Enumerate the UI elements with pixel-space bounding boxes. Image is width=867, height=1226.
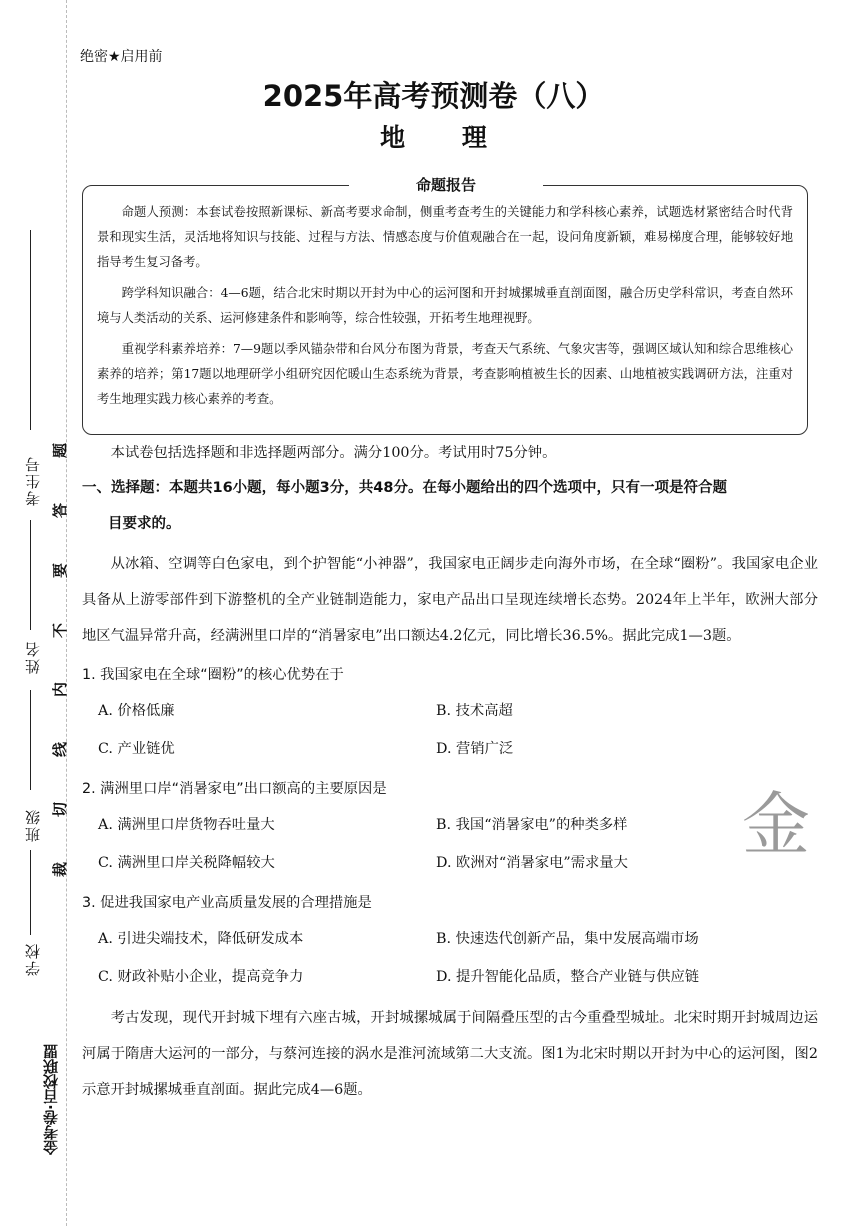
- option-d: D. 营销广泛: [436, 741, 514, 757]
- section-title-text: 一、选择题：本题共16小题，每小题3分，共48分。在每小题给出的四个选项中，只有一项是符合题: [82, 480, 727, 496]
- option-a: A. 引进尖端技术，降低研发成本: [98, 931, 304, 947]
- passage-1: 从冰箱、空调等白色家电，到个护智能“小神器”，我国家电正阔步走向海外市场，在全球“圈粉”。我国家电企业具备从上游零部件到下游整机的全产业链制造能力，家电产品出口呈现连续增长态势。2024年上半年，欧洲大部分地区气温异常升高，经满洲里口岸的“消暑家电”出口额达4.2亿元，同比增长36.5%。据此完成1—3题。: [82, 556, 818, 644]
- seal-char: 内: [51, 682, 70, 698]
- passage-2: 考古发现，现代开封城下埋有六座古城，开封城摞城属于间隔叠压型的古今重叠型城址。北宋时期开封城周边运河属于隋唐大运河的一部分，与蔡河连接的涡水是淮河流域第二大支流。图1为北宋时期以开封为中心的运河图，图2示意开封城摞城垂直剖面。据此完成4—6题。: [82, 1010, 818, 1098]
- section-title: [82, 470, 818, 542]
- class-line: [30, 690, 31, 790]
- seal-char: 题: [51, 442, 70, 459]
- question-stem: 1. 我国家电在全球“圈粉”的核心优势在于: [82, 667, 344, 683]
- question-2: [82, 772, 818, 882]
- seal-char: 裁: [51, 861, 70, 877]
- subject-title: 地 理: [380, 123, 511, 152]
- option-a: A. 价格低廉: [98, 703, 175, 719]
- option-d: D. 欧洲对“消暑家电”需求量大: [436, 855, 628, 871]
- question-1: [82, 658, 818, 768]
- exam-intro: 本试卷包括选择题和非选择题两部分。满分100分。考试用时75分钟。: [110, 445, 557, 461]
- exam-no-label: 考生号: [24, 455, 42, 506]
- question-stem: 3. 促进我国家电产业高质量发展的合理措施是: [82, 895, 372, 911]
- school-line: [30, 850, 31, 935]
- watermark-logo: 金: [742, 786, 811, 865]
- report-heading: 命题报告: [341, 174, 551, 195]
- option-b: B. 快速迭代创新产品，集中发展高端市场: [436, 931, 699, 947]
- seal-char: 要: [51, 562, 70, 578]
- report-box: [82, 176, 808, 435]
- question-options: [82, 806, 818, 882]
- question-stem: 2. 满洲里口岸“消暑家电”出口额高的主要原因是: [82, 781, 387, 797]
- question-3: [82, 886, 818, 996]
- class-label: 班级: [24, 808, 42, 842]
- page-title: 2025年高考预测卷（八）: [262, 79, 605, 113]
- seal-char: 不: [51, 622, 70, 638]
- binding-margin: [0, 0, 70, 1226]
- option-b: B. 技术高超: [436, 703, 513, 719]
- name-line: [30, 520, 31, 630]
- exam-content: [82, 440, 818, 1108]
- question-options: [82, 692, 818, 768]
- option-c: C. 财政补贴小企业，提高竞争力: [98, 969, 304, 985]
- report-paragraph: 重视学科素养培养：7—9题以季风锚杂带和台风分布图为背景，考查天气系统、气象灾害等，强调区域认知和综合思维核心素养的培养；第17题以地理研学小组研究因佗暖山生态系统为背景，考查影响植被生长的因素、山地植被实践调研方法，注重对考生地理实践力核心素养的考查。: [97, 342, 793, 406]
- option-a: A. 满洲里口岸货物吞吐量大: [98, 817, 275, 833]
- seal-warning: [51, 440, 70, 880]
- name-label: 姓名: [24, 640, 42, 674]
- option-c: C. 产业链优: [98, 741, 175, 757]
- option-c: C. 满洲里口岸关税降幅较大: [98, 855, 275, 871]
- section-title-cont: 目要求的。: [108, 516, 181, 532]
- report-paragraph: 跨学科知识融合：4—6题，结合北宋时期以开封为中心的运河图和开封城摞城垂直剖面图，融合历史学科常识，考查自然环境与人类活动的关系、运河修建条件和影响等，综合性较强，开拓考生地理视野。: [97, 286, 793, 325]
- seal-char: 答: [51, 502, 70, 518]
- option-b: B. 我国“消暑家电”的种类多样: [436, 817, 628, 833]
- secret-label: 绝密★启用前: [80, 49, 163, 65]
- option-d: D. 提升智能化品质，整合产业链与供应链: [436, 969, 700, 985]
- seal-char: 切: [51, 802, 70, 818]
- exam-no-line: [30, 230, 31, 430]
- brand-label: 金考卷·百校联盟: [42, 1044, 60, 1155]
- report-paragraph: 命题人预测：本套试卷按照新课标、新高考要求命制，侧重考查考生的关键能力和学科核心素养，试题选材紧密结合时代背景和现实生活，灵活地将知识与技能、过程与方法、情感态度与价值观融合在一起，设问角度新颖，难易梯度合理，能够较好地指导考生复习备考。: [97, 205, 793, 269]
- school-label: 学校: [24, 942, 42, 976]
- seal-char: 线: [51, 742, 70, 758]
- question-options: [82, 920, 818, 996]
